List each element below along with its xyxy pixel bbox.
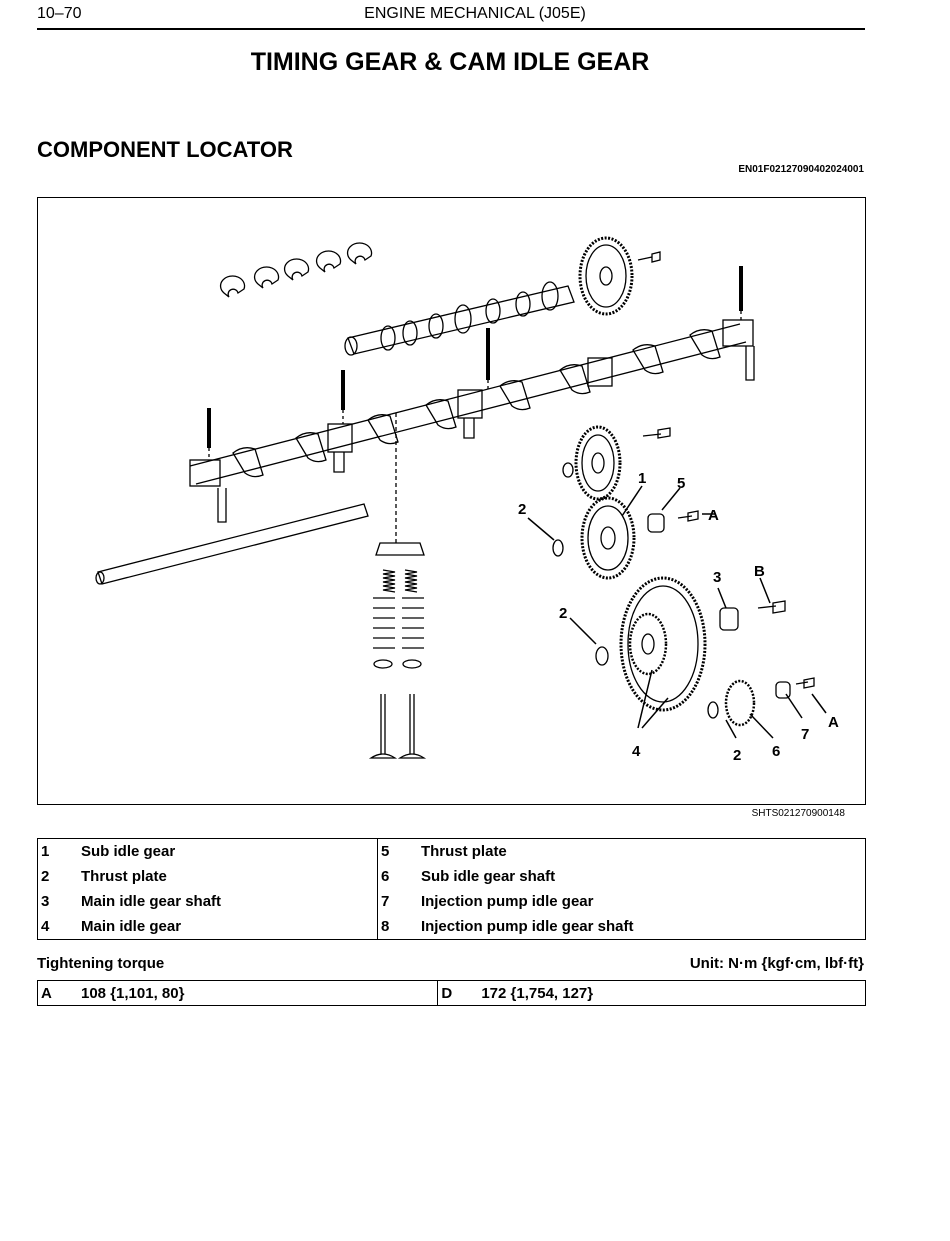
torque-table xyxy=(37,980,866,1006)
part-number: 4 xyxy=(41,918,50,935)
exploded-view-drawing xyxy=(38,198,865,804)
part-number: 3 xyxy=(41,893,50,910)
bearing-caps xyxy=(221,243,372,297)
callout-2-middle: 2 xyxy=(559,605,568,622)
part-number: 7 xyxy=(377,889,418,914)
header-rule xyxy=(37,28,865,30)
part-number: 5 xyxy=(377,839,418,865)
figure-callouts xyxy=(518,470,839,764)
main-idle-gear xyxy=(596,578,814,725)
part-name: Injection pump idle gear shaft xyxy=(420,918,634,935)
page-title: TIMING GEAR & CAM IDLE GEAR xyxy=(250,48,650,76)
parts-table xyxy=(37,838,866,940)
torque-code: A xyxy=(41,984,52,1002)
part-name: Main idle gear shaft xyxy=(81,893,222,910)
part-name: Thrust plate xyxy=(420,843,507,860)
callout-a-lower: A xyxy=(828,714,839,731)
table-row xyxy=(38,864,866,889)
callout-1: 1 xyxy=(638,470,647,487)
torque-value: 172 {1,754, 127} xyxy=(481,984,594,1002)
callout-4: 4 xyxy=(632,743,641,760)
part-name: Sub idle gear shaft xyxy=(420,868,556,885)
callout-6: 6 xyxy=(772,743,781,760)
exploded-view-figure xyxy=(37,197,866,805)
callout-2-lower: 2 xyxy=(733,747,742,764)
torque-value: 108 {1,101, 80} xyxy=(81,984,185,1002)
part-name: Injection pump idle gear xyxy=(420,893,594,910)
unit-label: Unit: N·m {kgf·cm, lbf·ft} xyxy=(689,955,864,972)
callout-b: B xyxy=(754,563,765,580)
table-row xyxy=(38,889,866,914)
document-id: EN01F02127090402024001 xyxy=(738,164,864,175)
callout-7: 7 xyxy=(801,726,810,743)
push-rod xyxy=(96,504,368,584)
valves-and-springs xyxy=(371,413,424,758)
rocker-shaft-assembly xyxy=(190,266,754,522)
table-row xyxy=(38,839,866,865)
part-number: 8 xyxy=(377,914,418,940)
callout-2-upper: 2 xyxy=(518,501,527,518)
part-number: 2 xyxy=(41,868,50,885)
part-number: 1 xyxy=(41,843,50,860)
part-name: Sub idle gear xyxy=(81,843,176,860)
running-header: ENGINE MECHANICAL (J05E) xyxy=(364,5,586,22)
figure-id: SHTS021270900148 xyxy=(751,808,845,819)
callout-3: 3 xyxy=(713,569,722,586)
torque-label: Tightening torque xyxy=(37,955,165,972)
table-row xyxy=(38,981,866,1006)
page-number: 10–70 xyxy=(37,5,82,22)
torque-code: D xyxy=(438,981,479,1006)
part-number: 6 xyxy=(377,864,418,889)
cam-gear xyxy=(580,238,660,314)
section-title: COMPONENT LOCATOR xyxy=(37,137,293,162)
table-row xyxy=(38,914,866,940)
part-name: Thrust plate xyxy=(81,868,167,885)
sub-idle-gear-stack xyxy=(553,427,698,578)
callout-5: 5 xyxy=(677,475,686,492)
part-name: Main idle gear xyxy=(81,918,182,935)
callout-a-upper: A xyxy=(708,507,719,524)
camshaft xyxy=(345,282,574,355)
